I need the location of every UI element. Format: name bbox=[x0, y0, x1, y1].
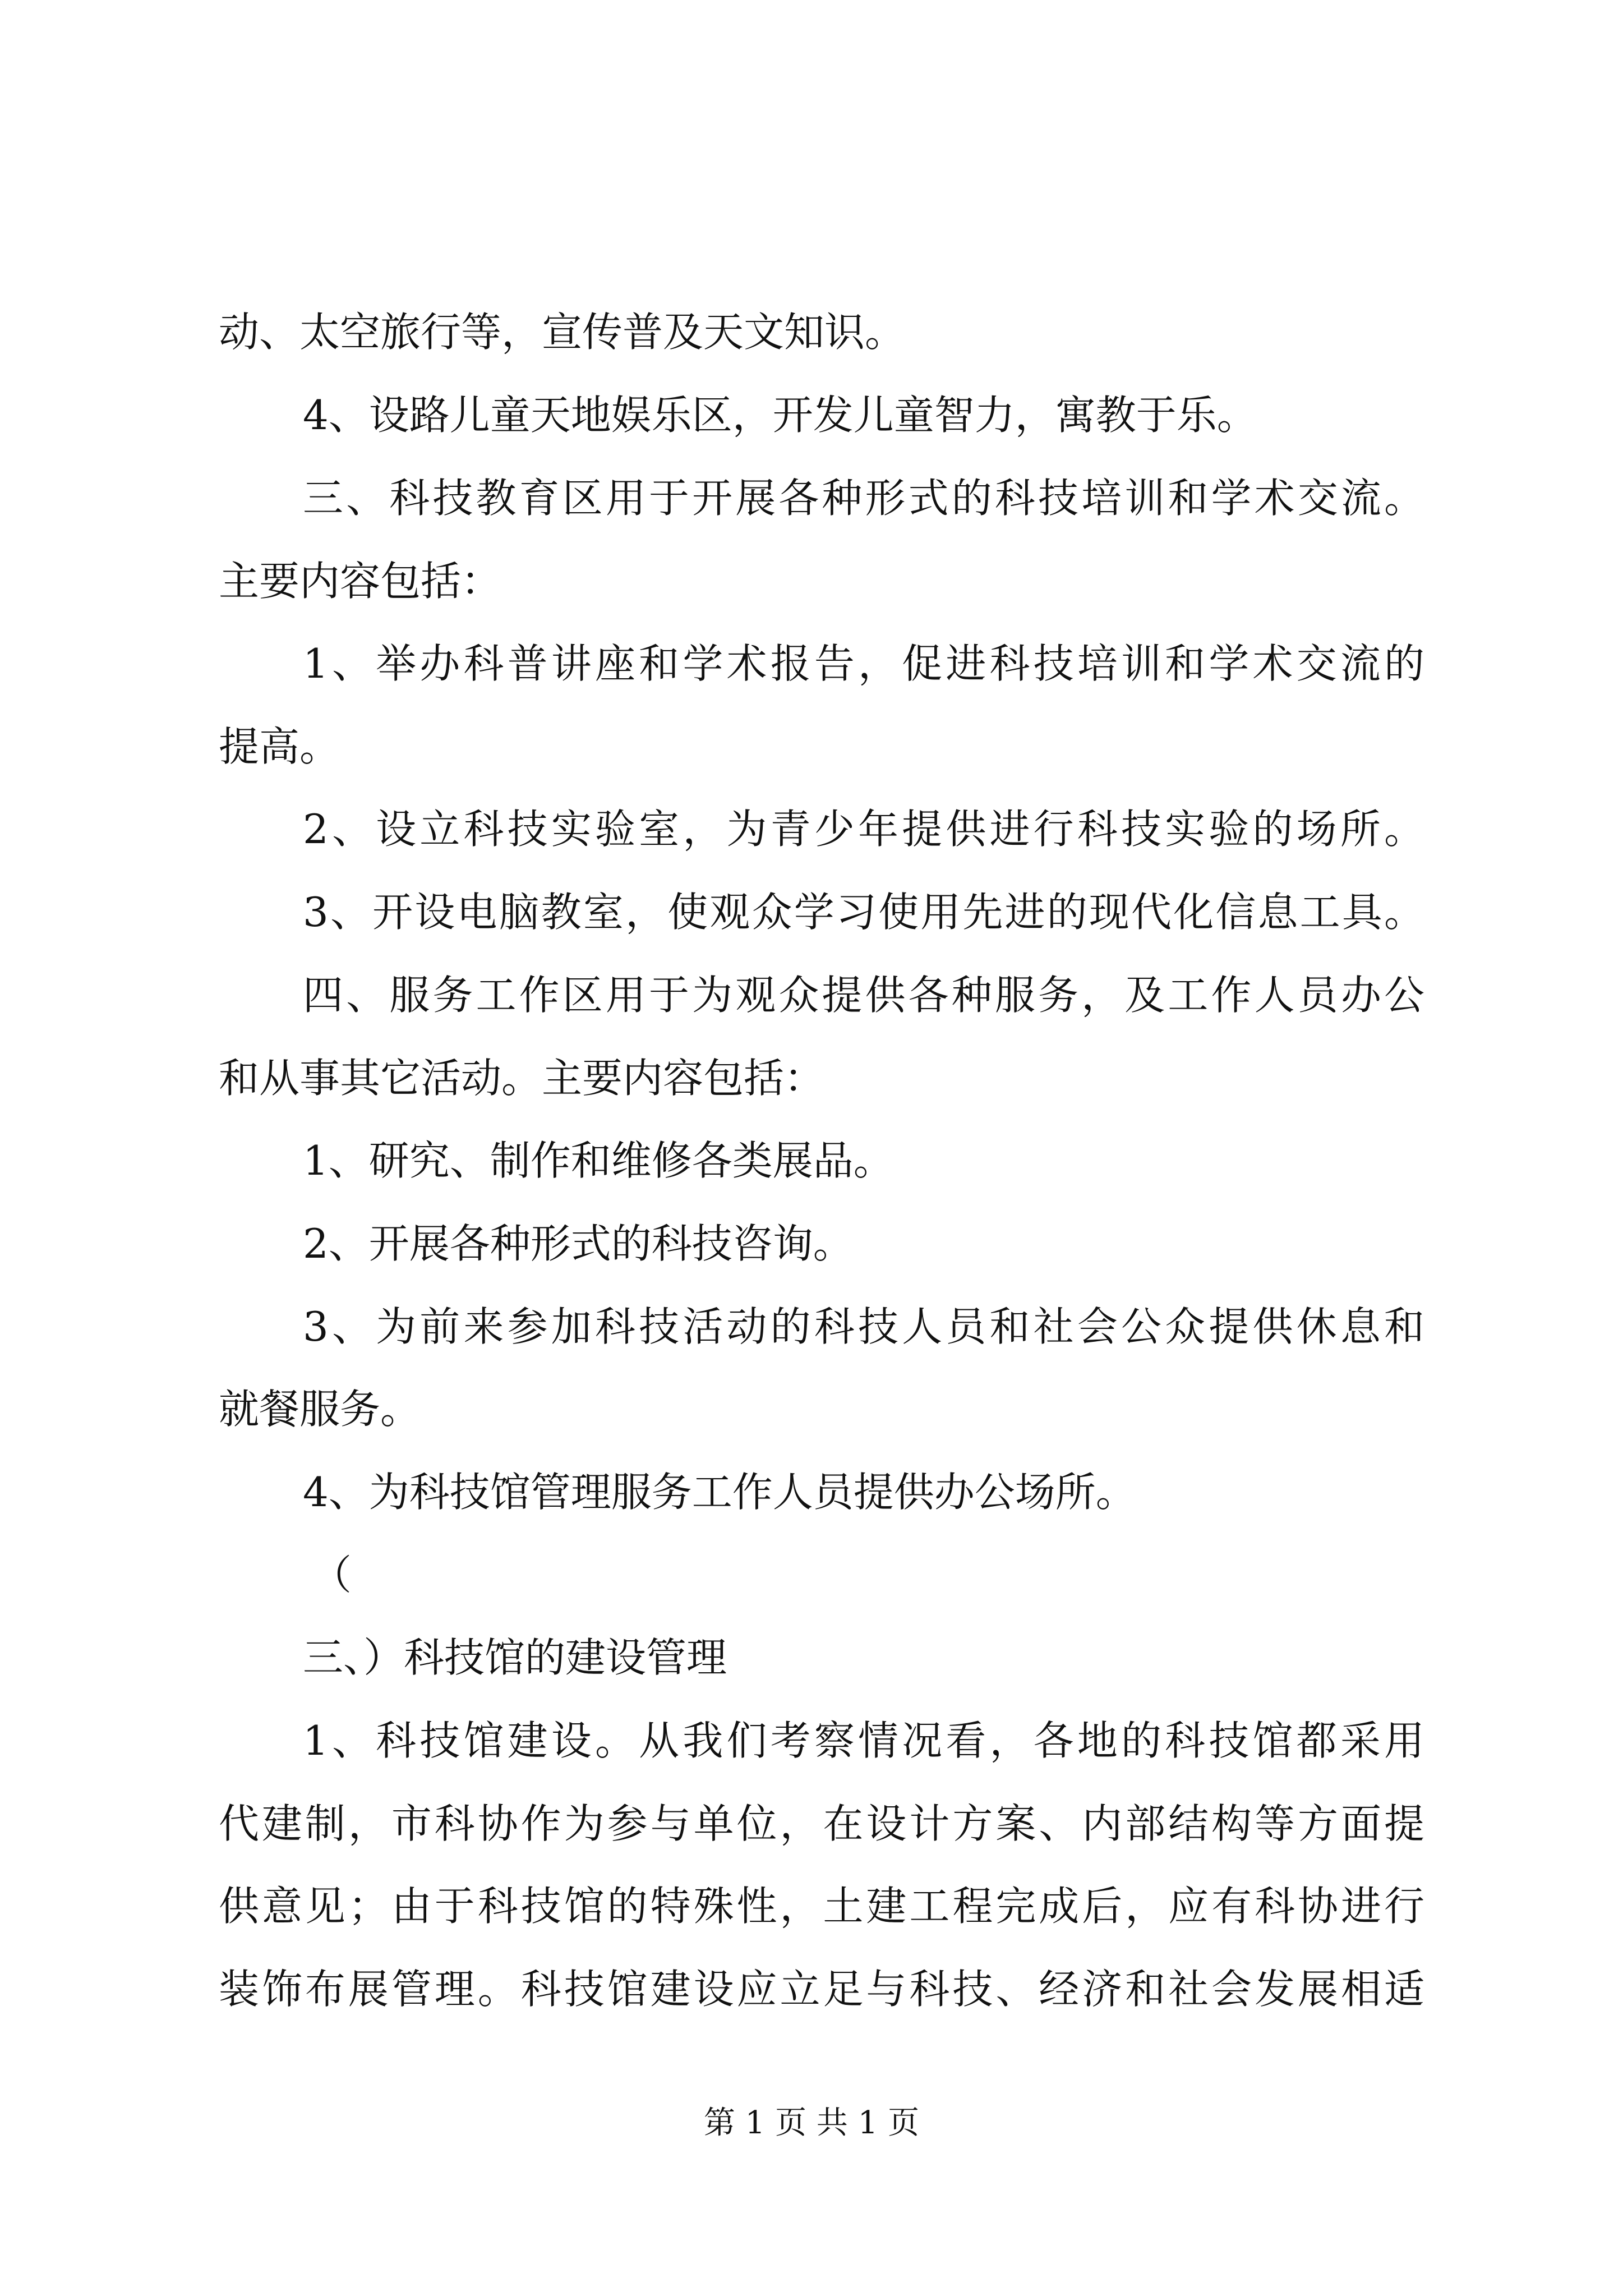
text-line: 1、科技馆建设。从我们考察情况看，各地的科技馆都采用 bbox=[303, 1717, 1424, 1764]
text-line: 3、开设电脑教室，使观众学习使用先进的现代化信息工具。 bbox=[303, 889, 1424, 936]
text-line: 4、为科技馆管理服务工作人员提供办公场所。 bbox=[303, 1469, 1136, 1516]
section-heading: 三、）科技馆的建设管理 bbox=[303, 1634, 727, 1681]
text-line: 主要内容包括： bbox=[219, 558, 502, 605]
text-line: 3、为前来参加科技活动的科技人员和社会公众提供休息和 bbox=[303, 1303, 1424, 1350]
text-line: （ bbox=[311, 1552, 352, 1599]
text-line: 装饰布展管理。科技馆建设应立足与科技、经济和社会发展相适 bbox=[219, 1966, 1424, 2013]
text-line: 2、开展各种形式的科技咨询。 bbox=[303, 1220, 854, 1267]
text-line: 动、太空旅行等，宣传普及天文知识。 bbox=[219, 309, 906, 356]
text-line: 1、研究、制作和维修各类展品。 bbox=[303, 1137, 894, 1184]
text-line: 4、设路儿童天地娱乐区，开发儿童智力，寓教于乐。 bbox=[303, 392, 1257, 439]
text-line: 1、举办科普讲座和学术报告，促进科技培训和学术交流的 bbox=[303, 640, 1424, 687]
text-line: 四、服务工作区用于为观众提供各种服务，及工作人员办公 bbox=[303, 972, 1424, 1019]
text-line: 供意见；由于科技馆的特殊性，土建工程完成后，应有科协进行 bbox=[219, 1883, 1424, 1930]
text-line: 和从事其它活动。主要内容包括： bbox=[219, 1055, 825, 1102]
text-line: 代建制，市科协作为参与单位，在设计方案、内部结构等方面提 bbox=[219, 1800, 1424, 1847]
text-line: 2、设立科技实验室，为青少年提供进行科技实验的场所。 bbox=[303, 806, 1424, 853]
text-line: 三、科技教育区用于开展各种形式的科技培训和学术交流。 bbox=[303, 475, 1424, 522]
page-footer: 第 1 页 共 1 页 bbox=[703, 2105, 920, 2141]
text-line: 提高。 bbox=[219, 723, 340, 770]
text-line: 就餐服务。 bbox=[219, 1386, 421, 1433]
